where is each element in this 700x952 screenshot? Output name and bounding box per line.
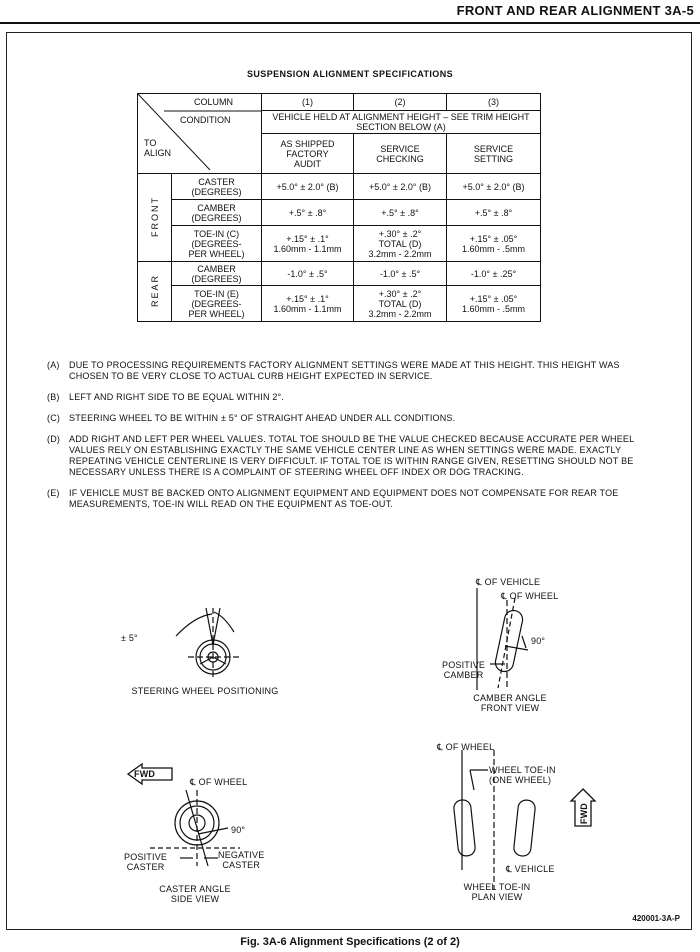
toe-cl-vehicle-label: ℄ VEHICLE [506,864,555,874]
table-cell: -1.0° ± .5° [262,262,354,286]
table-cell: +.5° ± .8° [262,200,354,226]
table-cell: +.15° ± .1° 1.60mm - 1.1mm [262,226,354,262]
table-cell: +.15° ± .05° 1.60mm - .5mm [447,286,541,322]
corner-condition-label: CONDITION [180,115,231,125]
table-cell: +5.0° ± 2.0° (B) [262,174,354,200]
col-head-factory-audit: AS SHIPPED FACTORY AUDIT [262,134,354,174]
table-cell: +5.0° ± 2.0° (B) [354,174,447,200]
table-title: SUSPENSION ALIGNMENT SPECIFICATIONS [246,69,453,79]
condition-text: VEHICLE HELD AT ALIGNMENT HEIGHT – SEE TRIM HEIGHT SECTION BELOW (A) [262,111,541,134]
fwd-label-up: FWD [579,803,589,825]
camber-positive-label: POSITIVE CAMBER [442,660,486,680]
caster-caption: CASTER ANGLE SIDE VIEW [159,884,231,904]
note-d: (D) ADD RIGHT AND LEFT PER WHEEL VALUES. TOTAL TOE SHOULD BE THE VALUE CHECKED BECAUSE ACCURATE PER WHEEL VALUES RELY ON ESTABLISHING EXACTLY THE SAME VEHICLE CENTER LINE AS WHEN SETTINGS WERE MADE. EXACTLY REPEATING VEHICLE CENTERLINE IS VERY DIFFICULT. IF TOTAL TOE IS WITHIN RANGE GIVEN, RESETTING SHOULD NOT BE NECESSARY UNLESS THERE IS A COMPLAINT OF STEERING WHEEL OFF INDEX OR DOG TRACKING. [47,434,635,477]
col-head-service-checking: SERVICE CHECKING [354,134,447,174]
row-param: CAMBER (DEGREES) [172,262,262,286]
note-e: (E) IF VEHICLE MUST BE BACKED ONTO ALIGNMENT EQUIPMENT AND EQUIPMENT DOES NOT COMPENSATE FOR REAR TOE MEASUREMENTS, TOE-IN WILL READ ON THE EQUIPMENT AS TOE-OUT. [47,488,619,509]
figure-caption: Fig. 3A-6 Alignment Specifications (2 of 2) [240,936,460,948]
corner-column-label: COLUMN [194,97,234,107]
corner-to-align-label: TO ALIGN [144,138,172,158]
caster-angle-label: 90° [231,825,246,835]
header-title: FRONT AND REAR ALIGNMENT 3A-5 [456,3,694,18]
rear-label: REAR [149,273,160,307]
row-param: TOE-IN (E) (DEGREES- PER WHEEL) [172,286,262,322]
caster-cl-wheel-label: ℄ OF WHEEL [190,777,248,787]
row-param: CASTER (DEGREES) [172,174,262,200]
table-cell: +.30° ± .2° TOTAL (D) 3.2mm - 2.2mm [354,226,447,262]
toe-cl-wheel-label: ℄ OF WHEEL [437,742,495,752]
row-param: TOE-IN (C) (DEGREES- PER WHEEL) [172,226,262,262]
col-head-service-setting: SERVICE SETTING [447,134,541,174]
steering-angle-label: ± 5° [121,633,138,643]
row-param: CAMBER (DEGREES) [172,200,262,226]
front-label: FRONT [149,196,160,237]
table-cell: -1.0° ± .25° [447,262,541,286]
figure-code: 420001-3A-P [632,914,680,923]
caster-negative-label: NEGATIVE CASTER [218,850,265,870]
table-cell: -1.0° ± .5° [354,262,447,286]
column-3-head: (3) [447,94,541,111]
table-cell: +.15° ± .05° 1.60mm - .5mm [447,226,541,262]
table-cell: +5.0° ± 2.0° (B) [447,174,541,200]
note-b: (B) LEFT AND RIGHT SIDE TO BE EQUAL WITHIN 2°. [47,392,285,402]
camber-cl-wheel-label: ℄ OF WHEEL [501,591,559,601]
camber-angle-label: 90° [531,636,546,646]
steering-caption: STEERING WHEEL POSITIONING [131,686,279,696]
camber-cl-vehicle-label: ℄ OF VEHICLE [476,577,541,587]
column-2-head: (2) [354,94,447,111]
note-a: (A) DUE TO PROCESSING REQUIREMENTS FACTORY ALIGNMENT SETTINGS WERE MADE AT THIS HEIGHT. THIS HEIGHT WAS CHOSEN TO BE VERY CLOSE TO ACTUAL CURB HEIGHT EXPECTED IN SERVICE. [47,360,620,381]
table-cell: +.5° ± .8° [354,200,447,226]
note-c: (C) STEERING WHEEL TO BE WITHIN ± 5° OF STRAIGHT AHEAD UNDER ALL CONDITIONS. [47,413,456,423]
table-cell: +.5° ± .8° [447,200,541,226]
table-cell: +.30° ± .2° TOTAL (D) 3.2mm - 2.2mm [354,286,447,322]
steering-wheel-drawing [176,608,240,680]
fwd-label-left: FWD [134,769,156,779]
toe-caption: WHEEL TOE-IN PLAN VIEW [463,882,531,902]
camber-caption: CAMBER ANGLE FRONT VIEW [473,693,547,713]
table-cell: +.15° ± .1° 1.60mm - 1.1mm [262,286,354,322]
toe-in-label: WHEEL TOE-IN (ONE WHEEL) [489,765,556,785]
caster-positive-label: POSITIVE CASTER [124,852,168,872]
column-1-head: (1) [262,94,354,111]
